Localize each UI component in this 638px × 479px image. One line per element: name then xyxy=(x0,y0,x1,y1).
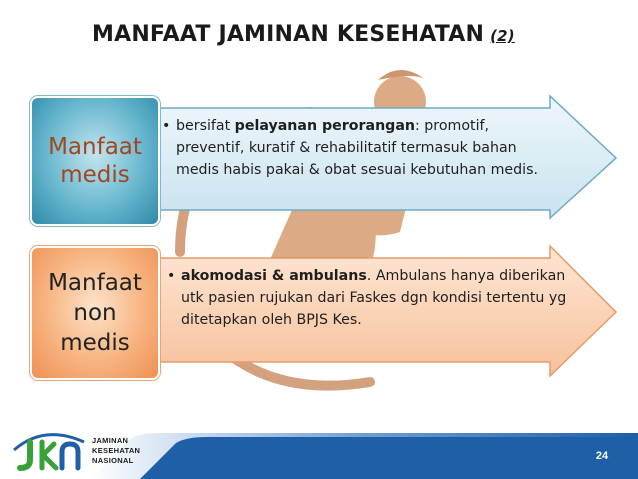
slide-title-text: MANFAAT JAMINAN KESEHATAN xyxy=(92,22,485,47)
page-number: 24 xyxy=(595,450,609,462)
logo-text-line: JAMINAN xyxy=(92,436,129,445)
section-2-bullet-rest: . Ambulans hanya diberikan utk pasien rujukan dari Faskes dgn kondisi tertentu yg ditetapkan oleh BPJS Kes. xyxy=(181,268,567,328)
section-1-label-line: Manfaat xyxy=(48,134,142,160)
slide-title-part: (2) xyxy=(490,27,515,45)
bullet-dot: • xyxy=(167,268,176,284)
slide-title xyxy=(92,22,632,47)
section-2-label-line: Manfaat xyxy=(48,270,142,296)
section-2-label xyxy=(30,246,160,380)
jkn-logo-icon xyxy=(8,424,88,474)
bullet-dot: • xyxy=(162,118,171,134)
logo-text-line: KESEHATAN xyxy=(92,446,141,455)
logo-text xyxy=(92,436,140,466)
section-1-bullet-bold: pelayanan perorangan xyxy=(234,118,416,134)
section-2-bullet-bold: akomodasi & ambulans xyxy=(181,268,367,284)
section-2-bullet xyxy=(167,265,581,331)
section-1-bullet xyxy=(162,115,546,181)
section-1-bullet-prefix: bersifat xyxy=(176,118,235,134)
section-2-label-line: non xyxy=(73,300,117,326)
logo-text-line: NASIONAL xyxy=(92,456,134,465)
section-1-label-line: medis xyxy=(60,162,130,188)
section-1-bullet-rest: : promotif, preventif, kuratif & rehabilitatif termasuk bahan medis habis pakai & obat sesuai kebutuhan medis. xyxy=(176,118,538,178)
section-1-label xyxy=(30,96,160,226)
section-2-label-line: medis xyxy=(60,330,130,356)
